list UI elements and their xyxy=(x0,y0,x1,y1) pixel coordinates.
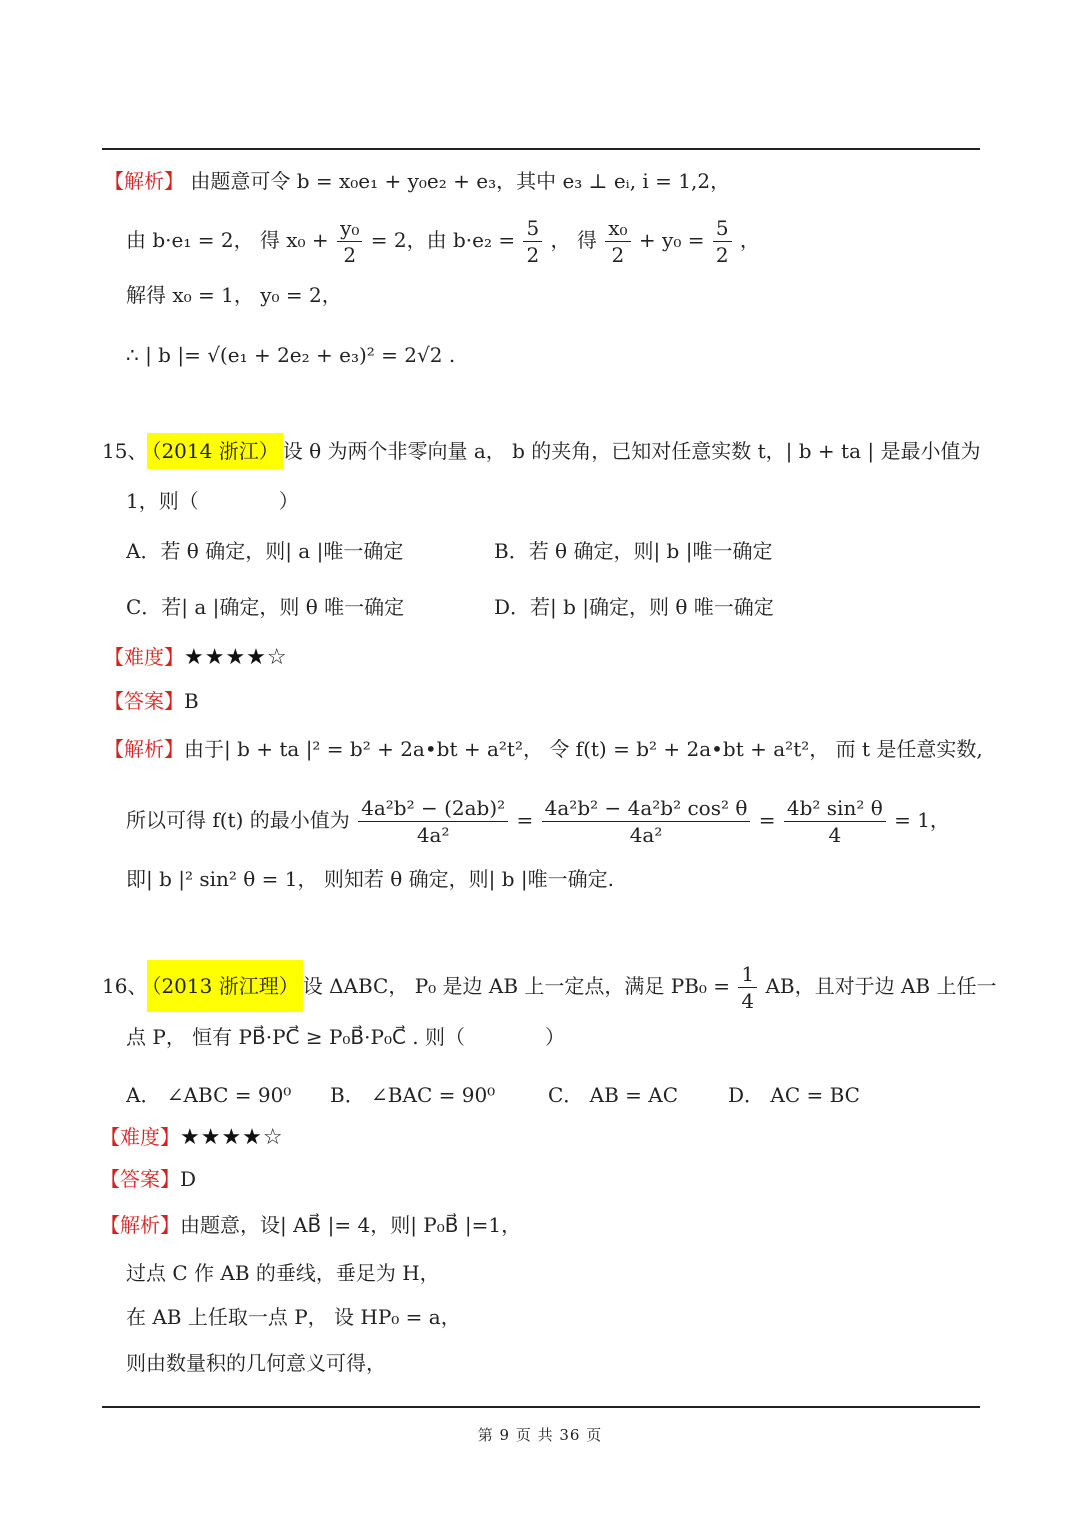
p15-number: 15、 xyxy=(102,439,148,463)
p15-option-c: C．若| a |确定，则 θ 唯一确定 xyxy=(126,595,405,619)
fraction-denominator: 2 xyxy=(526,243,540,267)
p16-stem-line1 xyxy=(102,960,996,1014)
p16-solution-line2: 过点 C 作 AB 的垂线，垂足为 H， xyxy=(126,1261,440,1285)
solution-tag: 【解析】 xyxy=(104,737,184,761)
p15-difficulty xyxy=(104,642,288,673)
p15-solution-text1: 由于| b + ta |² = b² + 2a•bt + a²t²， 令 f(t) = b² + 2a•bt + a²t²， 而 t 是任意实数, xyxy=(184,737,983,761)
p15-answer xyxy=(104,686,199,716)
difficulty-stars: ★★★★☆ xyxy=(184,645,288,670)
p14-solution-line1 xyxy=(104,166,730,196)
fraction xyxy=(337,215,362,268)
fraction-denominator: 4 xyxy=(828,823,842,847)
fraction-numerator: y₀ xyxy=(337,215,362,242)
solution-tag: 【解析】 xyxy=(104,169,184,193)
difficulty-tag: 【难度】 xyxy=(104,645,184,669)
answer-value: D xyxy=(180,1167,197,1191)
fraction-denominator: 2 xyxy=(343,243,357,267)
fraction xyxy=(713,215,732,268)
p15-option-b: B．若 θ 确定，则| b |唯一确定 xyxy=(494,539,773,563)
p16-stem-text1b: AB，且对于边 AB 上任一 xyxy=(765,974,997,998)
p16-difficulty xyxy=(100,1122,284,1153)
fraction xyxy=(784,795,886,848)
p16-option-c: C． AB = AC xyxy=(548,1083,679,1107)
p15-solution-end: = 1， xyxy=(894,808,950,832)
p14-solution-text1: 由题意可令 b = x₀e₁ + y₀e₂ + e₃，其中 e₃ ⊥ eᵢ, i = 1,2， xyxy=(190,169,731,193)
fraction-denominator: 2 xyxy=(715,243,729,267)
fraction-denominator: 4a² xyxy=(416,823,450,847)
p15-stem-text1: 设 θ 为两个非零向量 a， b 的夹角，已知对任意实数 t，| b + ta | 是最小值为 xyxy=(282,439,981,463)
p14-solution-line3: 解得 x₀ = 1， y₀ = 2， xyxy=(126,283,342,307)
difficulty-tag: 【难度】 xyxy=(100,1125,180,1149)
fraction xyxy=(523,215,542,268)
p15-stem-line1 xyxy=(102,436,980,466)
p15-option-a: A．若 θ 确定，则| a |唯一确定 xyxy=(126,539,404,563)
p15-solution-line1 xyxy=(104,734,983,764)
p16-solution-line3: 在 AB 上任取一点 P， 设 HP₀ = a， xyxy=(126,1305,461,1329)
answer-value: B xyxy=(184,689,199,713)
fraction-numerator: 5 xyxy=(713,215,732,242)
page-number-footer: 第 9 页 共 36 页 xyxy=(477,1426,603,1444)
p15-solution-line2: 所以可得 f(t) 的最小值为 $\frac{\text{4a²b² − (2ab)²}}{\text{4a²}}$ = $\frac{\text{4a²b² − 4a²b² cos² θ}}{\text{4a²}}$ = $\frac{\text{4b² sin² θ}}{4}$ = 1， xyxy=(126,796,950,847)
p14-line2-part-d: + y₀ = xyxy=(638,228,705,252)
p14-line2-part-b: = 2，由 b·e₂ = xyxy=(370,228,516,252)
p14-line2-part-a: 由 b·e₁ = 2， 得 x₀ + xyxy=(126,228,329,252)
p16-stem-text1a: 设 ΔABC， P₀ 是边 AB 上一定点，满足 PB₀ = xyxy=(302,974,731,998)
fraction-denominator: 2 xyxy=(611,243,625,267)
fraction-numerator: 1 xyxy=(738,961,757,988)
p16-option-b: B． ∠BAC = 90⁰ xyxy=(330,1083,496,1107)
footer-rule xyxy=(102,1406,980,1408)
p15-option-d: D．若| b |确定，则 θ 唯一确定 xyxy=(494,595,774,619)
answer-tag: 【答案】 xyxy=(104,689,184,713)
fraction-numerator: 4a²b² − 4a²b² cos² θ xyxy=(542,795,751,822)
solution-tag: 【解析】 xyxy=(100,1213,180,1237)
p16-source-highlight: （2013 浙江理） xyxy=(147,960,302,1012)
fraction-numerator: x₀ xyxy=(605,215,630,242)
p16-answer xyxy=(100,1164,196,1194)
p16-solution-line1 xyxy=(100,1210,521,1240)
p14-line2-part-c: ， 得 xyxy=(550,228,597,252)
fraction xyxy=(605,215,630,268)
fraction-numerator: 4a²b² − (2ab)² xyxy=(358,795,508,822)
p14-line2-part-e: ， xyxy=(739,228,760,252)
p15-solution-line3: 即| b |² sin² θ = 1， 则知若 θ 确定，则| b |唯一确定. xyxy=(126,867,614,891)
fraction-numerator: 5 xyxy=(523,215,542,242)
p16-solution-line4: 则由数量积的几何意义可得， xyxy=(126,1351,386,1375)
p14-solution-line2 xyxy=(126,214,760,268)
p15-source-highlight: （2014 浙江） xyxy=(147,433,282,469)
fraction xyxy=(738,961,757,1014)
fraction-numerator: 4b² sin² θ xyxy=(784,795,886,822)
p14-solution-line4: ∴ | b |= √(e₁ + 2e₂ + e₃)² = 2√2 . xyxy=(126,343,456,367)
fraction xyxy=(358,795,508,848)
answer-tag: 【答案】 xyxy=(100,1167,180,1191)
fraction-denominator: 4 xyxy=(741,989,755,1013)
fraction-denominator: 4a² xyxy=(629,823,663,847)
fraction xyxy=(542,795,751,848)
header-rule xyxy=(102,148,980,150)
p16-number: 16、 xyxy=(102,974,148,998)
p16-option-a: A． ∠ABC = 90⁰ xyxy=(126,1083,292,1107)
difficulty-stars: ★★★★☆ xyxy=(180,1125,284,1150)
p15-solution-text2: 所以可得 f(t) 的最小值为 xyxy=(126,808,350,832)
p16-solution-text1: 由题意，设| AB⃗ |= 4，则| P₀B⃗ |=1， xyxy=(180,1213,522,1237)
p16-option-d: D． AC = BC xyxy=(728,1083,860,1107)
p16-stem-line2: 点 P， 恒有 PB⃗·PC⃗ ≥ P₀B⃗·P₀C⃗ . 则（ ） xyxy=(126,1025,566,1049)
p15-stem-line2: 1，则（ ） xyxy=(126,489,299,513)
